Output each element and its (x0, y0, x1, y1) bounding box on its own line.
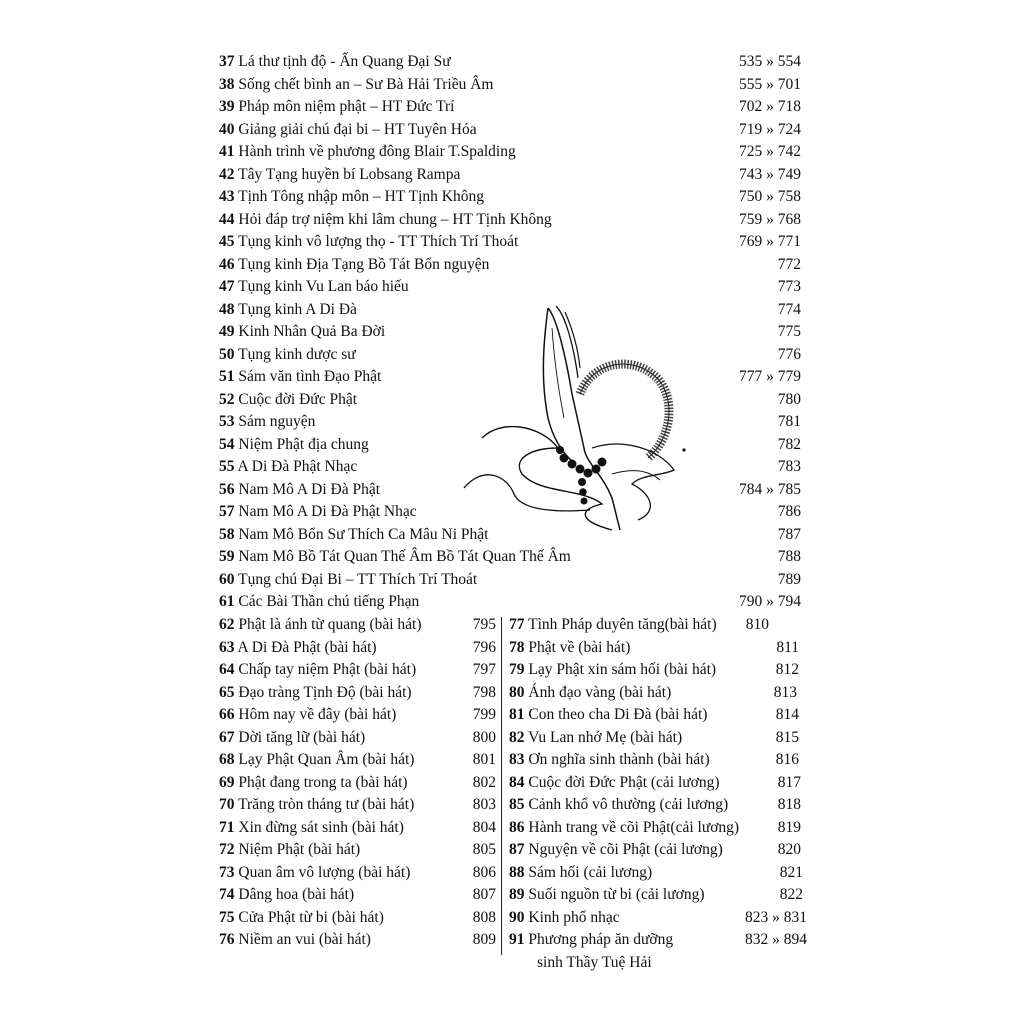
entry-page: 790 » 794 (739, 593, 801, 610)
entry-page: 815 (775, 728, 799, 746)
entry-number: 87 (509, 841, 525, 858)
entry-page: 780 (777, 390, 801, 408)
entry-number: 72 (219, 841, 235, 858)
entry-title: Tình Pháp duyên tăng(bài hát) (528, 616, 717, 633)
entry-number: 41 (219, 143, 235, 160)
entry-number: 68 (219, 751, 235, 768)
entry-title: Ơn nghĩa sinh thành (bài hát) (528, 751, 710, 768)
entry-number: 76 (219, 931, 235, 948)
entry-title: Nguyện về cõi Phật (cải lương) (528, 841, 723, 858)
toc-row (219, 389, 801, 411)
entry-page: 805 (472, 841, 496, 858)
entry-title: Trăng tròn tháng tư (bài hát) (238, 796, 415, 813)
toc-row (509, 794, 801, 816)
entry-title: Kinh phổ nhạc (528, 908, 620, 926)
entry-number: 65 (219, 683, 235, 701)
entry-number: 78 (509, 638, 525, 656)
entry-page: 806 (472, 863, 496, 881)
entry-title: Niệm Phật (bài hát) (238, 841, 361, 858)
toc-row (509, 727, 799, 749)
entry-title-continuation: sinh Thầy Tuệ Hải (537, 954, 652, 971)
entry-number: 84 (509, 773, 525, 791)
entry-title: A Di Đà Phật Nhạc (237, 458, 358, 475)
entry-number: 37 (219, 53, 235, 70)
entry-page: 719 » 724 (739, 120, 801, 138)
toc-row (509, 682, 797, 704)
entry-title: Sống chết bình an – Sư Bà Hải Triều Âm (238, 75, 494, 93)
entry-page: 802 (472, 773, 496, 791)
entry-number: 56 (219, 480, 235, 498)
entry-page: 769 » 771 (739, 233, 801, 250)
toc-row (509, 929, 807, 951)
toc-row (219, 794, 496, 816)
entry-title: Ánh đạo vàng (bài hát) (528, 683, 672, 701)
toc-row (219, 524, 801, 546)
entry-page: 816 (775, 751, 799, 768)
entry-title: Tụng kinh Địa Tạng Bồ Tát Bổn nguyện (238, 255, 490, 273)
toc-row (219, 929, 496, 951)
entry-page: 773 (777, 278, 801, 295)
entry-title: Giảng giải chú đại bi – HT Tuyên Hóa (238, 120, 477, 138)
entry-title: Niềm an vui (bài hát) (238, 931, 371, 948)
entry-page: 702 » 718 (739, 98, 801, 115)
entry-page: 786 (777, 503, 801, 520)
toc-row (219, 479, 801, 501)
entry-number: 64 (219, 661, 235, 678)
entry-page: 776 (777, 345, 801, 363)
toc-row (219, 51, 801, 73)
entry-title: Đạo tràng Tịnh Độ (bài hát) (238, 683, 412, 701)
entry-page: 772 (777, 255, 801, 273)
toc-row (219, 434, 801, 456)
toc-row (509, 839, 801, 861)
entry-title: Xin đừng sát sinh (bài hát) (238, 818, 404, 836)
entry-number: 66 (219, 706, 235, 723)
entry-number: 55 (219, 458, 235, 475)
entry-page: 810 (745, 616, 769, 633)
entry-number: 69 (219, 773, 235, 791)
entry-number: 58 (219, 525, 235, 543)
toc-row (509, 772, 801, 794)
entry-title: Lá thư tịnh độ - Ấn Quang Đại Sư (238, 53, 451, 70)
toc-row (219, 366, 801, 388)
entry-number: 39 (219, 98, 235, 115)
entry-page: 800 (472, 728, 496, 746)
entry-number: 59 (219, 548, 235, 565)
toc-row (509, 862, 803, 884)
entry-number: 80 (509, 683, 525, 701)
entry-page: 814 (775, 706, 799, 723)
entry-title: Nam Mô Bổn Sư Thích Ca Mâu Ni Phật (238, 525, 489, 543)
toc-row (219, 276, 801, 298)
toc-row (219, 682, 496, 704)
entry-page: 804 (472, 818, 496, 836)
entry-title: Phương pháp ăn dưỡng (528, 931, 674, 948)
entry-number: 85 (509, 796, 525, 813)
entry-title: Hành trang về cõi Phật(cải lương) (528, 818, 740, 836)
toc-row (219, 231, 801, 253)
column-divider (501, 617, 502, 955)
toc-row (219, 344, 801, 366)
toc-row (219, 299, 801, 321)
entry-page: 807 (472, 886, 496, 903)
entry-title: Nam Mô Bồ Tát Quan Thế Âm Bồ Tát Quan Thế Âm (238, 548, 571, 565)
toc-row (219, 119, 801, 141)
entry-page: 743 » 749 (739, 165, 801, 183)
entry-number: 48 (219, 300, 235, 318)
entry-page: 774 (777, 300, 801, 318)
toc-row (219, 141, 801, 163)
toc-row (219, 884, 496, 906)
toc-row (219, 614, 496, 636)
entry-number: 83 (509, 751, 525, 768)
entry-number: 73 (219, 863, 235, 881)
entry-title: Lạy Phật Quan Âm (bài hát) (238, 751, 415, 768)
entry-title: Tụng kinh Vu Lan báo hiếu (238, 278, 409, 295)
entry-title: Kinh Nhân Quả Ba Đời (238, 323, 386, 340)
toc-row (219, 637, 496, 659)
entry-page: 782 (777, 435, 801, 453)
entry-title: Quan âm vô lượng (bài hát) (238, 863, 411, 881)
entry-title: Nam Mô A Di Đà Phật (238, 480, 381, 498)
entry-number: 82 (509, 728, 525, 746)
entry-title: Hôm nay về đây (bài hát) (238, 706, 397, 723)
toc-row (219, 254, 801, 276)
toc-row (219, 164, 801, 186)
entry-title: Cuộc đời Đức Phật (cải lương) (528, 773, 720, 791)
entry-page: 808 (472, 908, 496, 926)
entry-number: 77 (509, 616, 525, 633)
toc-row (219, 74, 801, 96)
entry-number: 91 (509, 931, 525, 948)
entry-page: 555 » 701 (739, 75, 801, 93)
entry-number: 74 (219, 886, 235, 903)
entry-title: Tịnh Tông nhập môn – HT Tịnh Không (238, 188, 484, 205)
entry-page: 803 (472, 796, 496, 813)
toc-row (219, 772, 496, 794)
entry-page: 795 (472, 616, 496, 633)
entry-title: Sám văn tình Đạo Phật (238, 368, 382, 385)
toc-row (219, 749, 496, 771)
entry-number: 44 (219, 210, 235, 228)
entry-number: 49 (219, 323, 235, 340)
entry-page: 789 (777, 570, 801, 588)
entry-number: 42 (219, 165, 235, 183)
entry-title: Tụng kinh dược sư (238, 345, 356, 363)
entry-page: 823 » 831 (745, 908, 807, 926)
toc-row (509, 749, 799, 771)
entry-title: Cửa Phật từ bi (bài hát) (238, 908, 384, 926)
entry-number: 52 (219, 390, 235, 408)
entry-title: Lạy Phật xin sám hối (bài hát) (528, 661, 717, 678)
toc-row (219, 907, 496, 929)
entry-title: Vu Lan nhớ Mẹ (bài hát) (528, 728, 683, 746)
entry-page: 811 (776, 638, 799, 656)
entry-number: 79 (509, 661, 525, 678)
entry-number: 62 (219, 616, 235, 633)
entry-page: 797 (472, 661, 496, 678)
entry-number: 51 (219, 368, 235, 385)
toc-row (219, 186, 801, 208)
entry-title: Phật đang trong ta (bài hát) (238, 773, 408, 791)
entry-page: 819 (777, 818, 801, 836)
toc-row (219, 96, 801, 118)
entry-number: 89 (509, 886, 525, 903)
toc-row (219, 209, 801, 231)
entry-title: Cuộc đời Đức Phật (238, 390, 358, 408)
entry-title: Suối nguồn từ bi (cải lương) (528, 886, 705, 903)
toc-row (219, 321, 801, 343)
toc-row (219, 727, 496, 749)
entry-page: 777 » 779 (739, 368, 801, 385)
entry-title: Các Bài Thần chú tiếng Phạn (238, 593, 420, 610)
entry-page: 801 (472, 751, 496, 768)
entry-number: 47 (219, 278, 235, 295)
entry-page: 796 (472, 638, 496, 656)
entry-number: 46 (219, 255, 235, 273)
toc-row (509, 637, 799, 659)
entry-page: 820 (777, 841, 801, 858)
entry-title: Sám hối (cải lương) (528, 863, 653, 881)
entry-title: Phật về (bài hát) (528, 638, 631, 656)
entry-title: Tây Tạng huyền bí Lobsang Rampa (238, 165, 461, 183)
entry-page: 775 (777, 323, 801, 340)
entry-number: 67 (219, 728, 235, 746)
entry-page: 813 (773, 683, 797, 701)
toc-row (219, 411, 801, 433)
entry-number: 40 (219, 120, 235, 138)
toc-row (219, 591, 801, 613)
entry-number: 38 (219, 75, 235, 93)
entry-page: 799 (472, 706, 496, 723)
entry-number: 61 (219, 593, 235, 610)
entry-number: 90 (509, 908, 525, 926)
entry-title: Hỏi đáp trợ niệm khi lâm chung – HT Tịnh Không (238, 210, 552, 228)
entry-page: 759 » 768 (739, 210, 801, 228)
entry-title: Cảnh khổ vô thường (cải lương) (528, 796, 729, 813)
entry-title: Tụng kinh vô lượng thọ - TT Thích Trí Thoát (238, 233, 519, 250)
entry-page: 781 (777, 413, 801, 430)
entry-number: 75 (219, 908, 235, 926)
entry-title: Phật là ánh từ quang (bài hát) (238, 616, 422, 633)
entry-number: 60 (219, 570, 235, 588)
toc-row (219, 546, 801, 568)
entry-number: 45 (219, 233, 235, 250)
entry-page: 787 (777, 525, 801, 543)
toc-row (509, 659, 799, 681)
entry-number: 81 (509, 706, 525, 723)
entry-title: Dời tăng lữ (bài hát) (238, 728, 366, 746)
entry-page: 821 (779, 863, 803, 881)
entry-title: Pháp môn niệm phật – HT Đức Trí (238, 98, 455, 115)
toc-row (509, 884, 803, 906)
entry-page: 784 » 785 (739, 480, 801, 498)
toc-row (219, 862, 496, 884)
entry-page: 750 » 758 (739, 188, 801, 205)
toc-row (219, 569, 801, 591)
entry-title: Sám nguyện (238, 413, 316, 430)
toc-row (509, 704, 799, 726)
toc-row (219, 817, 496, 839)
entry-number: 88 (509, 863, 525, 881)
entry-page: 822 (779, 886, 803, 903)
entry-number: 71 (219, 818, 235, 836)
entry-number: 70 (219, 796, 235, 813)
entry-title: Chấp tay niệm Phật (bài hát) (238, 661, 417, 678)
entry-title: Nam Mô A Di Đà Phật Nhạc (238, 503, 417, 520)
entry-page: 832 » 894 (745, 931, 807, 948)
toc-row (219, 659, 496, 681)
entry-page: 783 (777, 458, 801, 475)
entry-title: Tụng chú Đại Bi – TT Thích Trí Thoát (238, 570, 478, 588)
entry-title: Hành trình về phương đông Blair T.Spalding (238, 143, 516, 160)
toc-row (219, 704, 496, 726)
toc-row (219, 456, 801, 478)
entry-number: 57 (219, 503, 235, 520)
entry-page: 809 (472, 931, 496, 948)
entry-title: Con theo cha Di Đà (bài hát) (528, 706, 708, 723)
toc-row (219, 501, 801, 523)
entry-page: 812 (775, 661, 799, 678)
entry-number: 63 (219, 638, 235, 656)
entry-page: 788 (777, 548, 801, 565)
entry-page: 818 (777, 796, 801, 813)
entry-title: Dâng hoa (bài hát) (238, 886, 355, 903)
entry-number: 53 (219, 413, 235, 430)
entry-number: 54 (219, 435, 235, 453)
toc-row (219, 839, 496, 861)
entry-number: 50 (219, 345, 235, 363)
entry-page: 535 » 554 (739, 53, 801, 70)
entry-title: A Di Đà Phật (bài hát) (237, 638, 377, 656)
entry-page: 725 » 742 (739, 143, 801, 160)
toc-row (509, 614, 769, 636)
entry-title: Tụng kinh A Di Đà (238, 300, 357, 318)
toc-row (509, 907, 807, 929)
entry-number: 86 (509, 818, 525, 836)
entry-title: Niệm Phật địa chung (238, 435, 369, 453)
entry-number: 43 (219, 188, 235, 205)
entry-page: 817 (777, 773, 801, 791)
entry-page: 798 (472, 683, 496, 701)
toc-row (509, 817, 801, 839)
